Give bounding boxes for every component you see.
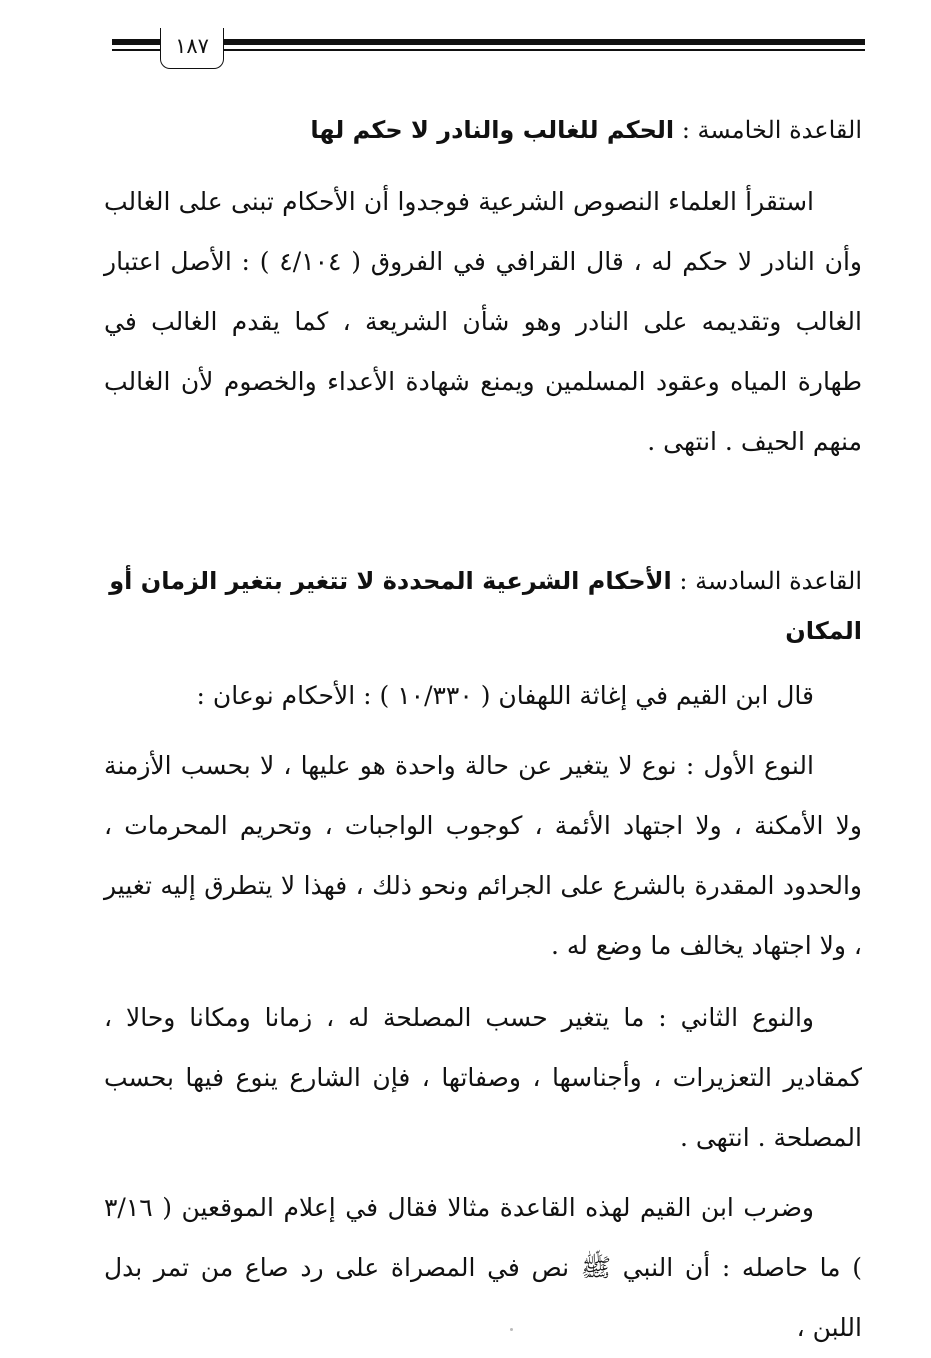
page-speck	[510, 1328, 513, 1331]
rule6-intro	[104, 666, 862, 726]
type1-text: النوع الأول : نوع لا يتغير عن حالة واحدة هو عليها ، لا بحسب الأزمنة ولا الأمكنة ، ولا اجتهاد الأئمة ، كوجوب الواجبات ، وتحريم المحرمات ، والحدود المقدرة بالشرع على الجرائم ونحو ذلك ، فهذا لا يتطرق إليه تغيير ، ولا اجتهاد يخالف ما وضع له .	[104, 751, 862, 960]
header-rule	[112, 36, 865, 60]
rule5-paragraph	[104, 172, 862, 472]
type1-paragraph	[104, 736, 862, 976]
rule6-title: الأحكام الشرعية المحددة لا تتغير بتغير الزمان أو المكان	[109, 567, 862, 645]
rule6-heading	[104, 556, 862, 656]
example-text: وضرب ابن القيم لهذه القاعدة مثالا فقال في إعلام الموقعين ( ٣/١٦ ) ما حاصله : أن النبي ﷺ نص في المصراة على رد صاع من تمر بدل اللبن ،	[104, 1193, 862, 1342]
rule5-label: القاعدة الخامسة :	[681, 116, 862, 144]
header-rule-thin-line	[112, 49, 865, 51]
header-rule-thick-line	[112, 39, 865, 45]
rule6-label: القاعدة السادسة :	[679, 567, 862, 595]
rule5-paragraph-text: استقرأ العلماء النصوص الشرعية فوجدوا أن الأحكام تبنى على الغالب وأن النادر لا حكم له ، قال القرافي في الفروق ( ٤/١٠٤ ) : الأصل اعتبار الغالب وتقديمه على النادر وهو شأن الشريعة ، كما يقدم الغالب في طهارة المياه وعقود المسلمين ويمنع شهادة الأعداء والخصوم لأن الغالب منهم الحيف . انتهى .	[104, 187, 863, 456]
example-paragraph	[104, 1178, 862, 1358]
rule5-heading	[104, 104, 862, 156]
page-number: ١٨٧	[160, 28, 224, 69]
type2-paragraph	[104, 988, 862, 1168]
type2-text: والنوع الثاني : ما يتغير حسب المصلحة له ، زمانا ومكانا وحالا ، كمقادير التعزيرات ، وأجناسها ، وصفاتها ، فإن الشارع ينوع فيها بحسب المصلحة . انتهى .	[104, 1003, 862, 1152]
rule6-intro-text: قال ابن القيم في إغاثة اللهفان ( ١٠/٣٣٠ ) : الأحكام نوعان :	[196, 681, 814, 710]
rule5-title: الحكم للغالب والنادر لا حكم لها	[310, 116, 675, 144]
